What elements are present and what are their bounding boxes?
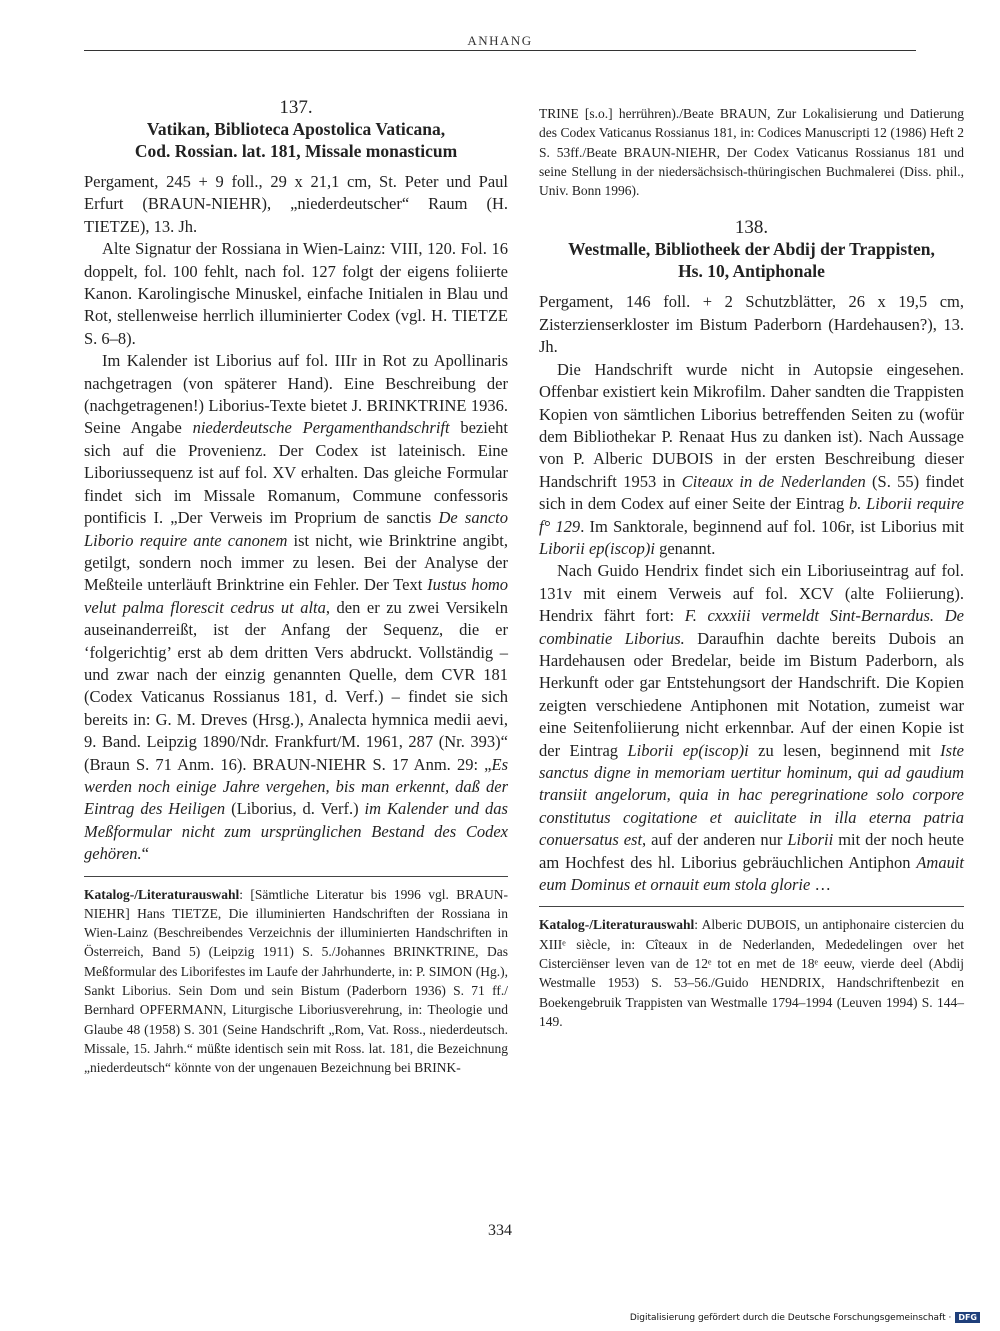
entry-138-title-line2: Hs. 10, Antiphonale xyxy=(678,261,825,282)
entry-137-title-line2: Cod. Rossian. lat. 181, Missale monasticum xyxy=(134,141,458,161)
entry-137-number: 137. xyxy=(279,97,313,118)
running-header: ANHANG xyxy=(467,33,533,48)
entry-138-literature: Katalog-/Literaturauswahl: Alberic DUBOIS, un antiphonaire cistercien du XIIIᵉ siècle, in: Cîteaux in de Nederlanden, Mededelingen over het Cisterciënser leven van de 12ᵉ tot en met de 18ᵉ eeuw, vierde deel (Abdij Westmalle 1953) S. 53–56./Guido HENDRIX, Handschriftenbezit en Boekengebruik Trappisten van Westmalle 1794–1994 (Leuven 1994) S. 144–149. xyxy=(539,917,964,1029)
footer-credit-text: Digitalisierung gefördert durch die Deutsche Forschungsgemeinschaft · xyxy=(629,1312,952,1323)
page-number: 334 xyxy=(488,1222,512,1239)
footer-credit xyxy=(630,1312,980,1323)
entry-138-number: 138. xyxy=(734,217,769,239)
left-column xyxy=(84,98,508,1078)
entry-138-autopsy-paragraph: Die Handschrift wurde nicht in Autopsie eingesehen. Offenbar existiert kein Mikrofilm. Daher sandten die Trappisten Kopien von sämtlichen Liborius betreffenden Seiten zu (wofür dem Bibliothekar P. Renaat Hus zu danken ist). Nach Aussage von P. Alberic DUBOIS in der ersten Beschreibung dieser Handschrift 1953 in Citeaux in de Nederlanden (S. 55) findet sich in dem Codex auf einer Seite der Eintrag b. Liborii require f° 129. Im Sanktorale, beginnend auf fol. 106r, ist Liborius mit Liborii ep(iscop)i genannt. xyxy=(539,359,965,558)
header-rule xyxy=(84,50,916,51)
entry-138-description: Pergament, 146 foll. + 2 Schutzblätter, 26 x 19,5 cm, Zisterzienserkloster im Bistum Paderborn (Hardehausen?), 13. Jh. xyxy=(539,292,964,357)
entry-137-literature: Katalog-/Literaturauswahl: [Sämtliche Literatur bis 1996 vgl. BRAUN-NIEHR] Hans TIETZE, Die illuminierten Handschriften der Rossiana in Wien-Lainz (Beschreibendes Verzeichnis der illuminierten Handschriften in Österreich, Band 5) (Leipzig 1911) S. 5./Johannes BRINKTRINE, Das Meßformular des Liborifestes im Laufe der Jahrhunderte, in: P. SIMON (Hg.), Sankt Liborius. Sein Dom und sein Bistum (Paderborn 1936) S. 71 ff./ Bernhard OPFERMANN, Liturgische Liboriusverehrung, in: Theologie und Glaube 48 (1958) S. 301 (Seine Handschrift „Rom, Vat. Ross., niederdeutsch. Missale, 15. Jahrh.“ müßte identisch sein mit Ross. lat. 181, die Bezeichnung „niederdeutsch“ könnte von der ungenauen Bezeichnung bei BRINK- xyxy=(84,886,508,1076)
entry-138-hendrix-paragraph: Nach Guido Hendrix findet sich ein Liboriuseintrag auf fol. 131v mit einem Verweis auf fol. XCV (alte Foliierung). Hendrix fährt fort: F. cxxxiii vermeldt Sint-Bernardus. De combinatie Liborius. Daraufhin dachte bereits Dubois an Hardehausen oder Bredelar, beide im Bistum Paderborn, als Herkunft oder gar Entstehungsort der Handschrift. Die Kopien zeigten verschiedene Antiphonen mit Notation, zumeist war eine Seitenfoliierung nicht erkennbar. Auf der einen Kopie ist der Eintrag Liborii ep(iscop)i zu lesen, beginnend mit Iste sanctus digne in memoriam uertitur hominum, qui ad gaudium transiit angelorum, quia in hac peregrinatione solo corpore constitutus cogitatione et auiclitate in illa eterna patria conuersatus est, auf der anderen nur Liborii mit der noch heute am Hochfest des hl. Liborius gebräuchlichen Antiphon Amauit eum Dominus et ornauit eum stola glorie … xyxy=(539,561,965,895)
entry-137-title-line1: Vatikan, Biblioteca Apostolica Vaticana, xyxy=(146,119,446,139)
entry-138-heading xyxy=(539,218,964,282)
entry-137-divider xyxy=(84,876,508,877)
entry-138-title-line1: Westmalle, Bibliotheek der Abdij der Trappisten, xyxy=(568,239,935,260)
entry-138-divider xyxy=(539,906,964,907)
entry-137-heading xyxy=(84,98,508,162)
entry-137-description: Pergament, 245 + 9 foll., 29 x 21,1 cm, St. Peter und Paul Erfurt (BRAUN-NIEHR), „niederdeutscher“ Raum (H. TIETZE), 13. Jh. xyxy=(84,172,508,236)
entry-137-literature-continued: TRINE [s.o.] herrühren)./Beate BRAUN, Zur Lokalisierung und Datierung des Codex Vaticanus Rossianus 181, in: Codices Manuscripti 12 (1986) Heft 2 S. 53ff./Beate BRAUN-NIEHR, Der Codex Vaticanus Rossianus 181 und seine Stellung in der niedersächsisch-thüringischen Buchmalerei (Diss. phil., Univ. Bonn 1996). xyxy=(539,106,964,199)
entry-137-signature-paragraph: Alte Signatur der Rossiana in Wien-Lainz: VIII, 120. Fol. 16 doppelt, fol. 100 fehlt, nach fol. 127 folgt der eigens foliierte Kanon. Karolingische Minuskel, einfache Initialen in Blau und Rot, stellenweise herrlich illuminierter Codex (vgl. H. TIETZE S. 6–8). xyxy=(84,239,508,348)
right-column xyxy=(539,104,964,1031)
entry-137-calendar-paragraph: Im Kalender ist Liborius auf fol. IIIr in Rot zu Apollinaris nachgetragen (von späterer Hand). Eine Beschreibung der (nachgetragenen!) Liborius-Texte bietet J. BRINKTRINE 1936. Seine Angabe niederdeutsche Pergamenthandschrift bezieht sich auf die Provenienz. Der Codex ist lateinisch. Eine Liboriussequenz ist auf fol. XV erhalten. Das gleiche Formular findet sich im Missale Romanum, Commune confessoris pontificis I. „Der Verweis im Proprium de sanctis De sancto Liborio require ante canonem ist nicht, wie Brinktrine angibt, getilgt, sondern noch immer zu lesen. Bei der Analyse der Meßteile unterläuft Brinktrine ein Fehler. Der Text Iustus homo velut palma florescit cedrus ut alta, den er zu zwei Versikeln auseinanderreißt, ist der Anfang der Sequenz, die er ‘folgerichtig’ erst ab dem dritten Vers abdruckt. Vollständig – und zwar nach der einzig genannten Quelle, dem CVR 181 (Codex Vaticanus Rossianus 181, d. Verf.) – findet sie sich bereits in: G. M. Dreves (Hrsg.), Analecta hymnica medii aevi, 9. Band. Leipzig 1890/Ndr. Frankfurt/M. 1961, 287 (Nr. 393)“ (Braun S. 71 Anm. 16). BRAUN-NIEHR S. 17 Anm. 29: „Es werden noch einige Jahre vergehen, bis man erkennt, daß der Eintrag des Heiligen (Liborius, d. Verf.) im Kalender und das Meßformular nicht zum ursprünglichen Bestand des Codex gehören.“ xyxy=(84,351,508,864)
dfg-logo: DFG xyxy=(955,1312,980,1323)
